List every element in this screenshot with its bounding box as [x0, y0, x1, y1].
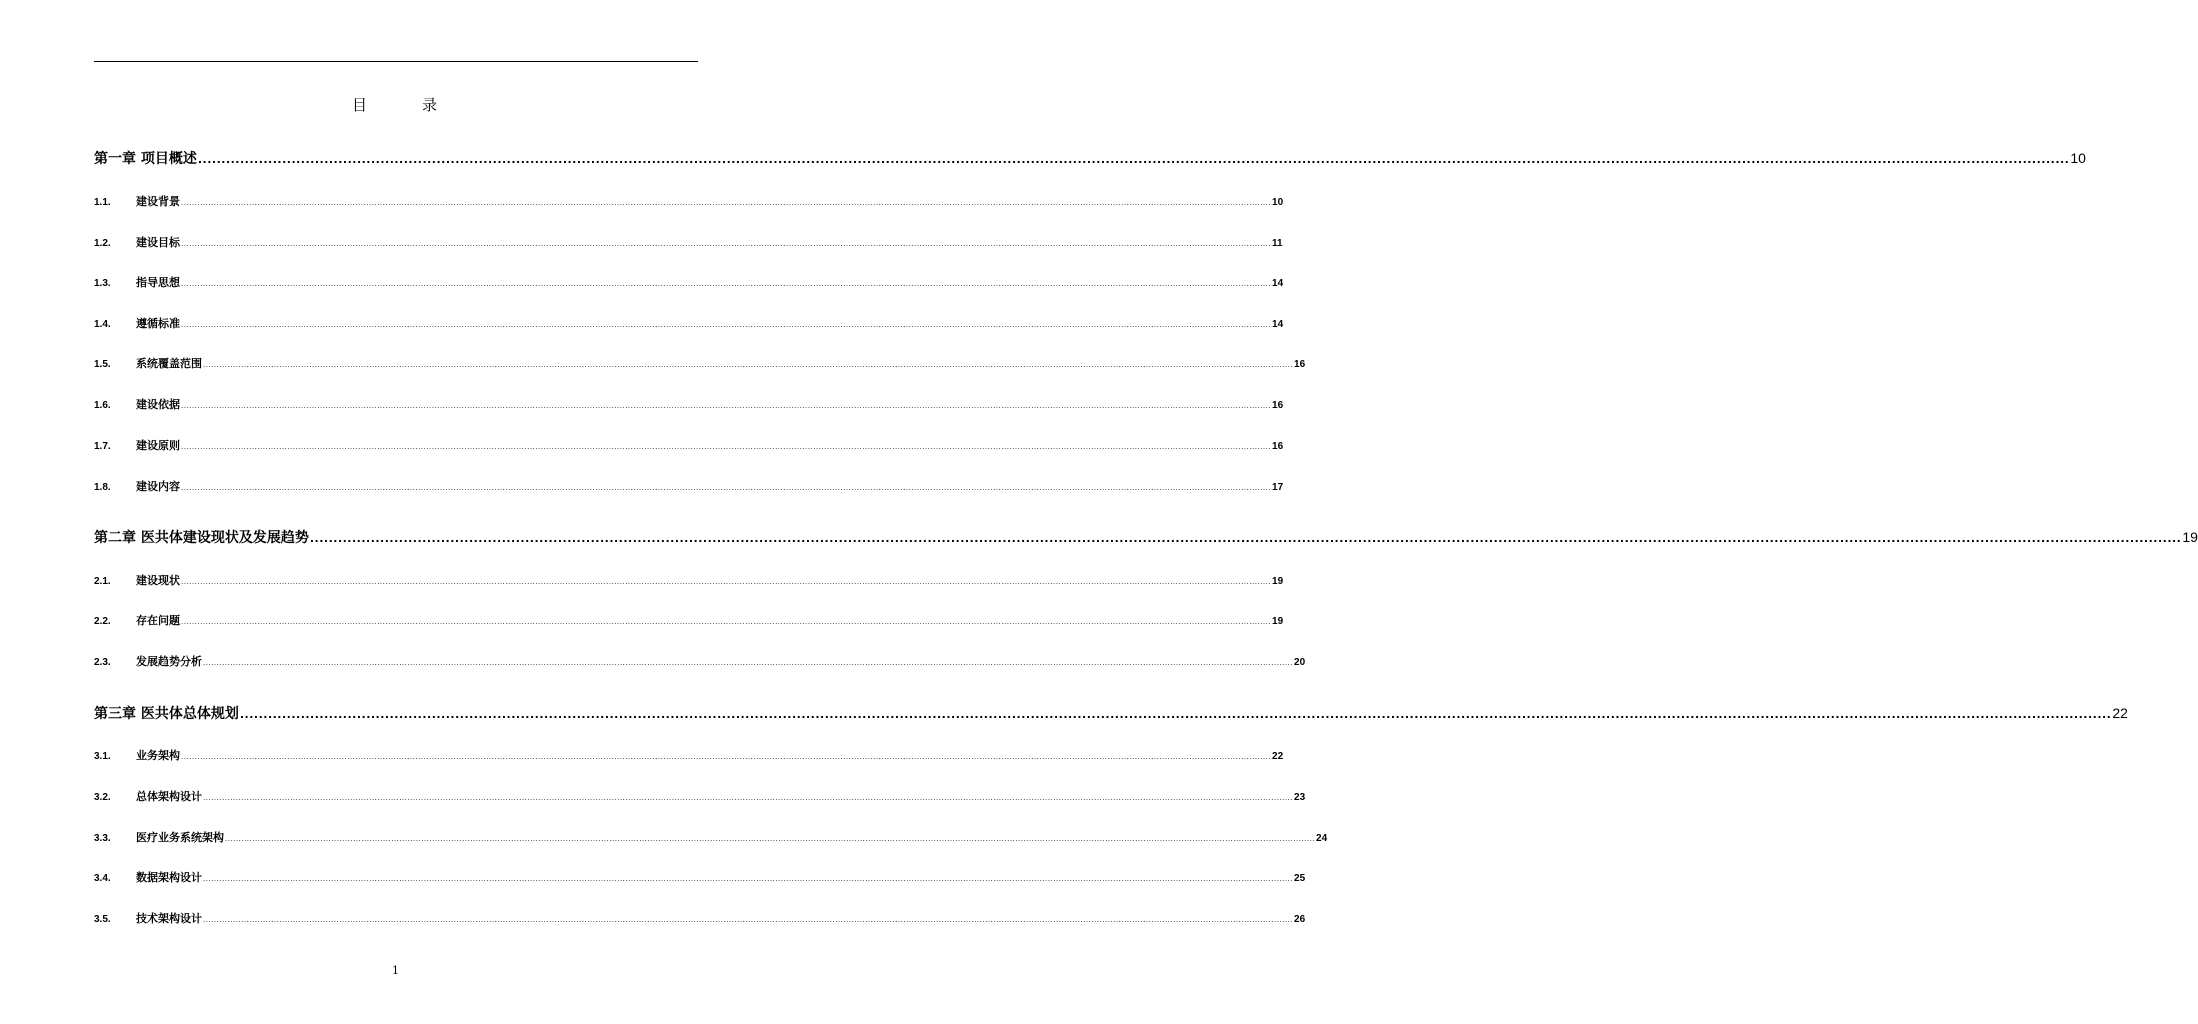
toc-leader-dots: ................................................................................................................................................................................................................................................................................................................................................................................................................ [225, 835, 1316, 843]
toc-entry-page-number: 19 [1272, 616, 1284, 627]
toc-entry-page-number: 10 [2070, 150, 2086, 166]
toc-entry-number: 1.5. [94, 359, 111, 370]
toc-leader-dots: ................................................................................................................................................................................................................................................................................................................................................................................................................ [181, 578, 1272, 586]
toc-entry-page-number: 22 [1272, 751, 1284, 762]
toc-chapter-entry[interactable] [94, 703, 2128, 723]
toc-entry-label: 建设目标 [136, 236, 180, 249]
toc-entry-label: 第二章 医共体建设现状及发展趋势 [94, 530, 309, 546]
toc-section-entry[interactable] [94, 478, 1284, 494]
toc-entry-page-number: 19 [2182, 529, 2198, 545]
toc-entry-label: 建设现状 [136, 574, 180, 587]
toc-section-entry[interactable] [94, 788, 1306, 804]
toc-entry-label: 第一章 项目概述 [94, 151, 197, 167]
toc-entry-label: 数据架构设计 [136, 871, 202, 884]
toc-entry-page-number: 16 [1294, 359, 1306, 370]
toc-entry-number: 1.6. [94, 400, 111, 411]
toc-entry-label: 系统覆盖范围 [136, 357, 202, 370]
toc-entry-number: 2.2. [94, 616, 111, 627]
footer-page-number: 1 [392, 964, 399, 977]
toc-leader-dots: ................................................................................................................................................................................................................................................................................................................................................................................................................ [181, 618, 1272, 626]
toc-entry-page-number: 23 [1294, 792, 1306, 803]
toc-leader-dots: ................................................................................................................................................................................................................................................................................................................................................................................................................ [181, 484, 1272, 492]
toc-leader-dots: ................................................................................................................................................................................................................................................................................................................................................................................................................ [309, 532, 2182, 545]
toc-leader-dots: ................................................................................................................................................................................................................................................................................................................................................................................................................ [239, 708, 2112, 721]
toc-leader-dots: ................................................................................................................................................................................................................................................................................................................................................................................................................ [181, 240, 1272, 248]
toc-entry-number: 1.1. [94, 197, 111, 208]
toc-chapter-entry[interactable] [94, 148, 2086, 168]
toc-entry-number: 3.5. [94, 914, 111, 925]
toc-leader-dots: ................................................................................................................................................................................................................................................................................................................................................................................................................ [203, 361, 1294, 369]
toc-leader-dots: ................................................................................................................................................................................................................................................................................................................................................................................................................ [203, 875, 1294, 883]
toc-entry-number: 3.1. [94, 751, 111, 762]
toc-entry-number: 3.3. [94, 833, 111, 844]
toc-entry-page-number: 16 [1272, 400, 1284, 411]
toc-entry-number: 2.1. [94, 576, 111, 587]
toc-entry-label: 建设背景 [136, 195, 180, 208]
toc-section-entry[interactable] [94, 437, 1284, 453]
toc-leader-dots: ................................................................................................................................................................................................................................................................................................................................................................................................................ [203, 659, 1294, 667]
toc-leader-dots: ................................................................................................................................................................................................................................................................................................................................................................................................................ [181, 402, 1272, 410]
toc-section-entry[interactable] [94, 315, 1284, 331]
toc-entry-page-number: 20 [1294, 657, 1306, 668]
toc-leader-dots: ................................................................................................................................................................................................................................................................................................................................................................................................................ [181, 753, 1272, 761]
toc-leader-dots: ................................................................................................................................................................................................................................................................................................................................................................................................................ [181, 443, 1272, 451]
toc-entry-page-number: 10 [1272, 197, 1284, 208]
toc-section-entry[interactable] [94, 355, 1306, 371]
toc-entry-number: 1.8. [94, 482, 111, 493]
toc-entry-label: 技术架构设计 [136, 912, 202, 925]
toc-section-entry[interactable] [94, 193, 1284, 209]
toc-entry-page-number: 24 [1316, 833, 1328, 844]
toc-entry-page-number: 14 [1272, 278, 1284, 289]
toc-entry-label: 存在问题 [136, 614, 180, 627]
toc-entry-label: 建设依据 [136, 398, 180, 411]
toc-section-entry[interactable] [94, 612, 1284, 628]
toc-section-entry[interactable] [94, 234, 1283, 250]
toc-entry-page-number: 16 [1272, 441, 1284, 452]
toc-chapter-entry[interactable] [94, 527, 2198, 547]
toc-entry-label: 发展趋势分析 [136, 655, 202, 668]
toc-entry-page-number: 19 [1272, 576, 1284, 587]
toc-entry-label: 指导思想 [136, 276, 180, 289]
toc-leader-dots: ................................................................................................................................................................................................................................................................................................................................................................................................................ [203, 794, 1294, 802]
toc-section-entry[interactable] [94, 274, 1284, 290]
toc-leader-dots: ................................................................................................................................................................................................................................................................................................................................................................................................................ [181, 199, 1272, 207]
toc-entry-page-number: 25 [1294, 873, 1306, 884]
toc-section-entry[interactable] [94, 396, 1284, 412]
toc-entry-page-number: 11 [1272, 238, 1283, 249]
toc-leader-dots: ................................................................................................................................................................................................................................................................................................................................................................................................................ [181, 321, 1272, 329]
header-rule [94, 61, 698, 62]
toc-entry-page-number: 26 [1294, 914, 1306, 925]
toc-entry-number: 2.3. [94, 657, 111, 668]
toc-entry-number: 3.4. [94, 873, 111, 884]
toc-entry-page-number: 14 [1272, 319, 1284, 330]
toc-entry-label: 医疗业务系统架构 [136, 831, 224, 844]
toc-entry-label: 遵循标准 [136, 317, 180, 330]
toc-section-entry[interactable] [94, 910, 1306, 926]
toc-entry-label: 第三章 医共体总体规划 [94, 706, 239, 722]
toc-entry-label: 业务架构 [136, 749, 180, 762]
toc-entry-label: 建设内容 [136, 480, 180, 493]
toc-section-entry[interactable] [94, 653, 1306, 669]
toc-section-entry[interactable] [94, 572, 1284, 588]
toc-leader-dots: ................................................................................................................................................................................................................................................................................................................................................................................................................ [203, 916, 1294, 924]
toc-entry-label: 建设原则 [136, 439, 180, 452]
toc-entry-page-number: 22 [2112, 705, 2128, 721]
toc-entry-number: 3.2. [94, 792, 111, 803]
toc-section-entry[interactable] [94, 829, 1328, 845]
toc-leader-dots: ................................................................................................................................................................................................................................................................................................................................................................................................................ [197, 153, 2070, 166]
toc-entry-number: 1.4. [94, 319, 111, 330]
toc-section-entry[interactable] [94, 747, 1284, 763]
toc-section-entry[interactable] [94, 869, 1306, 885]
toc-entry-number: 1.3. [94, 278, 111, 289]
toc-entry-label: 总体架构设计 [136, 790, 202, 803]
toc-title: 目 录 [351, 96, 457, 114]
toc-entry-number: 1.7. [94, 441, 111, 452]
toc-entry-page-number: 17 [1272, 482, 1284, 493]
toc-entry-number: 1.2. [94, 238, 111, 249]
toc-leader-dots: ................................................................................................................................................................................................................................................................................................................................................................................................................ [181, 280, 1272, 288]
